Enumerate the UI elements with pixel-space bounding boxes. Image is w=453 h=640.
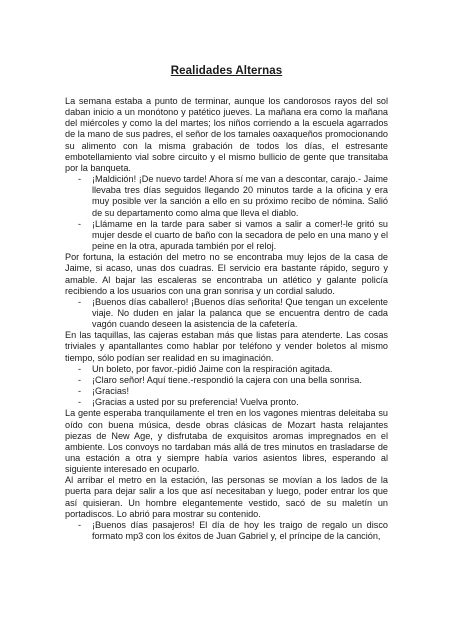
dialogue-text: ¡Gracias a usted por su preferencia! Vuelva pronto.	[92, 397, 299, 408]
dash-marker: -	[78, 174, 82, 185]
dash-marker: -	[78, 363, 82, 374]
dialogue-line	[65, 386, 388, 397]
dialogue-text: ¡Buenos días pasajeros! El día de hoy les traigo de regalo un disco formato mp3 con los éxitos de Juan Gabriel y, el príncipe de la canción,	[92, 519, 388, 542]
dialogue-line	[65, 364, 388, 375]
dash-marker: -	[78, 397, 82, 408]
dialogue-text: ¡Maldición! ¡De nuevo tarde! Ahora sí me van a descontar, carajo.- Jaime llevaba tres días seguidos llegando 20 minutos tarde a la oficina y era muy posible ver la sanción a ello en su próximo recibo de nómina. Salió de su departamento como alma que lleva el diablo.	[92, 174, 388, 218]
dialogue-line	[65, 397, 388, 408]
dash-marker: -	[78, 519, 82, 530]
paragraph: La semana estaba a punto de terminar, aunque los candorosos rayos del sol daban inicio a un monótono y patético jueves. La mañana era como la mañana del miércoles y como la del martes; los niños corriendo a la escuela agarrados de la mano de sus padres, el señor de los tamales oaxaqueños promocionando su alimento con la misma grabación de todos los días, el estresante embotellamiento vial sobre circuito y el mismo bullicio de gente que transitaba por la banqueta.	[65, 96, 388, 173]
dash-marker: -	[78, 218, 82, 229]
dash-marker: -	[78, 374, 82, 385]
dialogue-line	[65, 219, 388, 252]
paragraph: Por fortuna, la estación del metro no se encontraba muy lejos de la casa de Jaime, si acaso, unas dos cuadras. El servicio era bastante rápido, seguro y amable. Al bajar las escaleras se encontraba un atlético y galante policía recibiendo a los usuarios con una gran sonrisa y un cordial saludo.	[65, 252, 388, 296]
dialogue-text: ¡Llámame en la tarde para saber si vamos a salir a comer!-le gritó su mujer desde el cuarto de baño con la secadora de pelo en una mano y el peine en la otra, apurada también por el reloj.	[92, 218, 388, 252]
paragraph: Al arribar el metro en la estación, las personas se movían a los lados de la puerta para dejar salir a los que así necesitaban y luego, poder entrar los que así quisieran. Un hombre elegantemente vestido, sacó de su maletín un portadiscos. Lo abrió para mostrar su contenido.	[65, 475, 388, 519]
paragraph: La gente esperaba tranquilamente el tren en los vagones mientras deleitaba su oído con buena música, desde obras clásicas de Mozart hasta relajantes piezas de New Age, y disfrutaba de exquisitos aromas impregnados en el ambiente. Los convoys no tardaban más allá de tres minutos en trasladarse de una estación a otra y siempre había varios asientos libres, esperando al siguiente interesado en ocuparlo.	[65, 408, 388, 475]
dialogue-text: ¡Claro señor! Aquí tiene.-respondió la cajera con una bella sonrisa.	[92, 374, 362, 385]
dialogue-line	[65, 297, 388, 330]
dialogue-line	[65, 520, 388, 542]
dialogue-line	[65, 174, 388, 219]
dash-marker: -	[78, 386, 82, 397]
document-body	[65, 96, 388, 542]
dialogue-text: Un boleto, por favor.-pidió Jaime con la respiración agitada.	[92, 363, 333, 374]
paragraph: En las taquillas, las cajeras estaban más que listas para atenderte. Las cosas triviales y apantallantes como hablar por teléfono y vender boletos al mismo tiempo, sólo podían ser realidad en su imaginación.	[65, 330, 388, 363]
dialogue-line	[65, 375, 388, 386]
document-title: Realidades Alternas	[170, 65, 283, 77]
dash-marker: -	[78, 296, 82, 307]
dialogue-text: ¡Buenos días caballero! ¡Buenos días señorita! Que tengan un excelente viaje. No duden en jalar la palanca que se encuentra dentro de cada vagón cuando deseen la asistencia de la cafetería.	[92, 296, 388, 330]
dialogue-text: ¡Gracias!	[92, 386, 130, 397]
